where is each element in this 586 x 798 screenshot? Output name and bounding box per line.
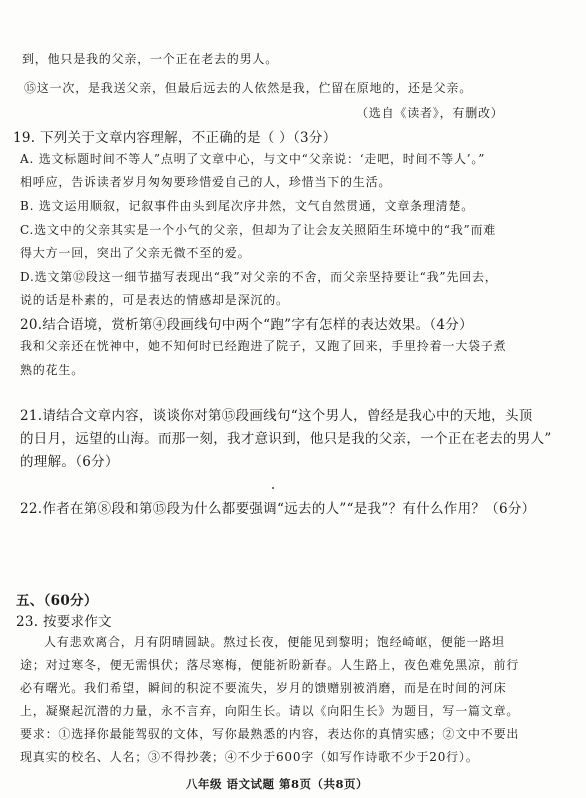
stray-mark	[272, 487, 274, 489]
essay-prompt-line-4: 上，凝聚起沉潜的力量，永不言弃，向阳生长。请以《向阳生长》为题目，写一篇文章。	[20, 704, 520, 718]
q19-option-a-line-1: A. 选文标题时间不等人”点明了文章中心，与文中“父亲说：‘走吧，时间不等人’。”	[20, 152, 486, 166]
essay-prompt-line-2: 途；对过寒冬，便无需惧伏；落尽寒梅，便能祈盼新春。人生路上，夜色难免黑凉，前行	[20, 658, 520, 672]
q20-quote-line-1: 我和父亲还在恍神中，她不知何时已经跑进了院子，又跑了回来，手里拎着一大袋子煮	[20, 339, 507, 353]
q19-option-d-line-2: 说的话是朴素的，可是表达的情感却是深沉的。	[20, 293, 289, 307]
q19-option-a-line-2: 相呼应，告诉读者岁月匆匆要珍惜爱自己的人，珍惜当下的生活。	[20, 175, 392, 189]
q19-option-d-line-1: D.选文第⑫段这一细节描写表现出“我”对父亲的不舍，而父亲坚持要让“我”先回去，	[20, 270, 498, 284]
section-5-title: 五、（60分）	[16, 593, 98, 609]
essay-requirements-line-2: 现真实的校名、人名；③不得抄袭；④不少于600字（如写作诗歌不少于20行）。	[20, 750, 479, 764]
q19-option-c-line-1: C.选文中的父亲其实是一个小气的父亲，但却为了让会友关照陌生环境中的“我”而难	[20, 223, 497, 237]
q19-stem: 19. 下列关于文章内容理解，不正确的是（ ）（3分）	[13, 130, 337, 146]
q19-option-b: B. 选文运用顺叙，记叙事件由头到尾次序井然，文气自然贯通，文章条理清楚。	[20, 199, 475, 213]
page-footer: 八年级 语文试题 第8页（共8页）	[186, 777, 369, 791]
q19-option-c-line-2: 得大方一回，突出了父亲无微不至的爱。	[20, 246, 251, 260]
q21-line-3: 的理解。（6分）	[20, 454, 119, 470]
q20-quote-line-2: 熟的花生。	[20, 363, 85, 377]
q20-stem: 20.结合语境，赏析第④段画线句中两个“跑”字有怎样的表达效果。（4分）	[20, 317, 473, 333]
essay-requirements-line-1: 要求：①选择你最能驾驭的文体，写你最熟悉的内容，表达你的真情实感；②文中不要出	[20, 727, 520, 741]
passage-source: （选自《读者》，有删改）	[356, 106, 504, 120]
q23-stem: 23. 按要求作文	[16, 614, 112, 630]
q22-stem: 22.作者在第⑧段和第⑮段为什么都要强调“远去的人”“是我”？有什么作用？（6分）	[20, 501, 536, 517]
q21-line-2: 的日月，远望的山海。而那一刻，我才意识到，他只是我的父亲，一个正在老去的男人”	[20, 431, 552, 447]
essay-prompt-line-1: 人有悲欢离合，月有阴晴圆缺。熬过长夜，便能见到黎明；饱经崎岖，便能一路坦	[44, 635, 505, 649]
passage-line-2: ⑮这一次，是我送父亲，但最后远去的人依然是我，伫留在原地的，还是父亲。	[24, 81, 473, 95]
passage-line-1: 到，他只是我的父亲，一个正在老去的男人。	[22, 52, 279, 66]
essay-prompt-line-3: 必有曙光。我们希望，瞬间的积淀不要流失，岁月的馈赠别被消磨，而是在时间的河床	[20, 681, 507, 695]
q21-line-1: 21.请结合文章内容，谈谈你对第⑮段画线句“这个男人，曾经是我心中的天地，头顶	[20, 408, 533, 424]
